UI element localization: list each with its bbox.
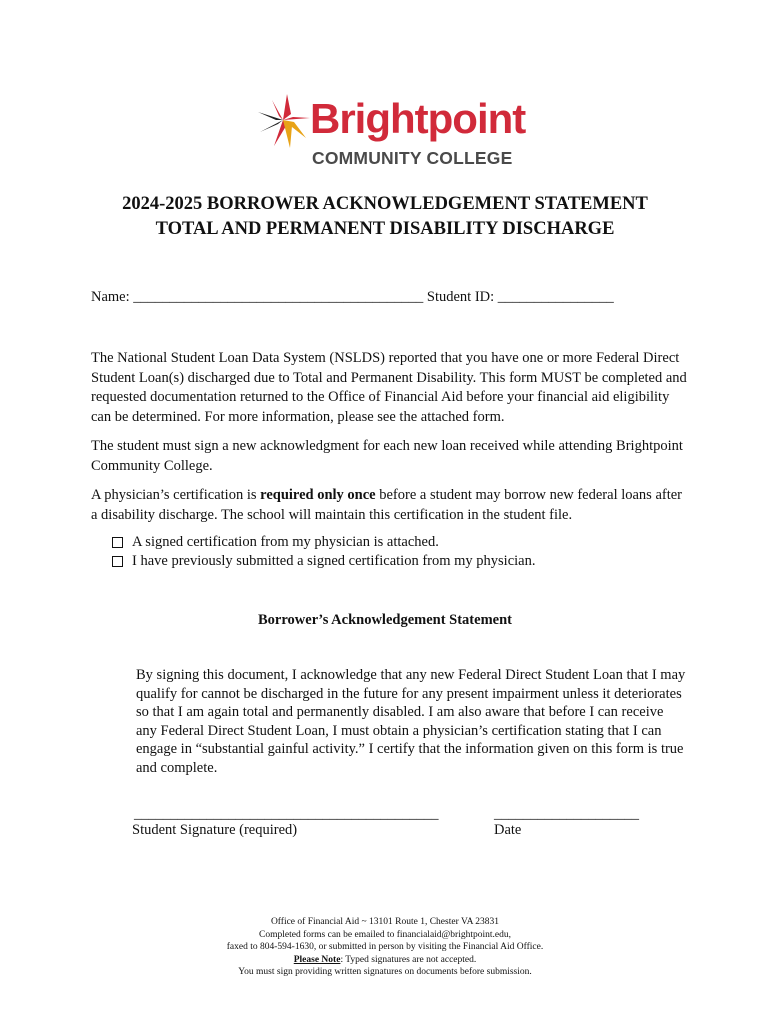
checkbox-label-attached: A signed certification from my physician is attached. — [132, 534, 439, 550]
checkbox-label-previously-submitted: I have previously submitted a signed certification from my physician. — [132, 553, 536, 569]
title-line-1: 2024-2025 BORROWER ACKNOWLEDGEMENT STATEMENT — [122, 194, 648, 214]
acknowledgment-requirement-paragraph: The student must sign a new acknowledgment for each new loan received while attending Brightpoint Community College. — [91, 438, 683, 474]
certification-previously-submitted-checkbox[interactable] — [112, 556, 123, 567]
logo-subtitle: COMMUNITY COLLEGE — [312, 148, 513, 168]
student-id-label: Student ID: — [426, 289, 495, 305]
date-label: Date — [494, 822, 522, 838]
footer-fax-instructions: faxed to 804-594-1630, or submitted in person by visiting the Financial Aid Office. — [226, 942, 544, 952]
title-line-2: TOTAL AND PERMANENT DISABILITY DISCHARGE — [155, 219, 615, 239]
date-line[interactable]: ____________________ — [494, 806, 639, 822]
footer-email-instructions: Completed forms can be emailed to financialaid@brightpoint.edu, — [259, 929, 511, 940]
footer — [0, 916, 770, 979]
signature-label: Student Signature (required) — [132, 822, 298, 838]
footer-address: Office of Financial Aid ~ 13101 Route 1, Chester VA 23831 — [270, 917, 500, 927]
name-field[interactable]: ________________________________________ — [133, 289, 424, 305]
checkbox-row-previously-submitted[interactable] — [112, 552, 535, 571]
page-title — [60, 192, 710, 242]
nslds-paragraph: The National Student Loan Data System (NSLDS) reported that you have one or more Federal Direct Student Loan(s) discharged due to Total and Permanent Disability. This form MUST be completed and requested documentation returned to the Office of Financial Aid before your financial aid eligibility can be determined. For more information, please see the attached form. — [91, 350, 687, 425]
footer-signature-requirement: You must sign providing written signatures on documents before submission. — [238, 967, 532, 977]
college-logo — [256, 90, 526, 170]
note-label: Please Note — [293, 954, 341, 965]
acknowledgement-text: By signing this document, I acknowledge that any new Federal Direct Student Loan that I may qualify for cannot be discharged in the future for any present impairment unless it deteriorates so that I am again total and permanently disabled. I am also aware that before I can receive any Federal Direct Student Loan, I must obtain a physician’s certification stating that I can engage in “substantial gainful activity.” I certify that the information given on this form is true and complete. — [136, 667, 686, 776]
logo-wordmark: Brightpoint — [310, 95, 526, 142]
checkbox-row-attached[interactable] — [112, 533, 439, 552]
p3-text-before: A physician’s certification is — [91, 487, 261, 503]
p3-text-after: before a student may borrow new federal loans after a disability discharge. The school will maintain this certification in the student file. — [91, 487, 683, 523]
certification-attached-checkbox[interactable] — [112, 537, 123, 548]
note-text: : Typed signatures are not accepted. — [340, 954, 477, 965]
star-logo-icon — [256, 90, 312, 150]
footer-note — [0, 954, 770, 967]
p3-bold-text: required only once — [260, 487, 376, 503]
student-id-field[interactable]: ________________ — [497, 289, 614, 305]
physician-certification-paragraph — [91, 486, 691, 525]
name-label: Name: — [91, 289, 130, 305]
acknowledgement-heading: Borrower’s Acknowledgement Statement — [258, 612, 512, 628]
signature-line[interactable]: __________________________________________ — [134, 806, 439, 822]
name-id-row — [91, 289, 614, 306]
